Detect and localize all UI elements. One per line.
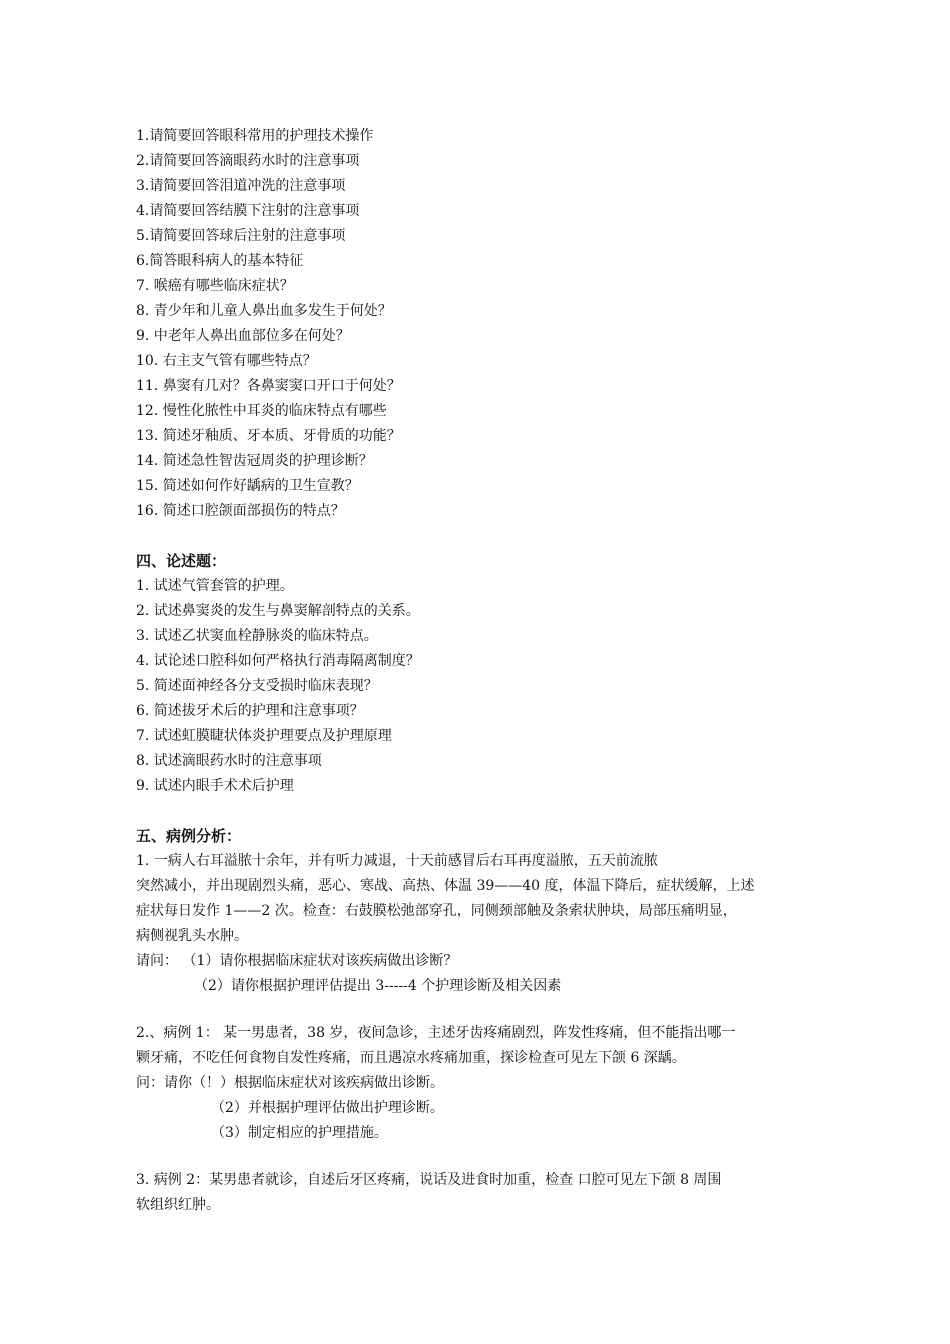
essay-item: 4. 试论述口腔科如何严格执行消毒隔离制度？ xyxy=(136,653,420,669)
case-heading: 五、病例分析： xyxy=(136,827,242,845)
short-answer-item: 15. 简述如何作好龋病的卫生宣教？ xyxy=(136,478,359,494)
essay-item: 2. 试述鼻窦炎的发生与鼻窦解剖特点的关系。 xyxy=(136,603,420,619)
case-1 xyxy=(136,849,826,999)
essay-item: 3. 试述乙状窦血栓静脉炎的临床特点。 xyxy=(136,628,378,644)
case-spacer xyxy=(136,1146,826,1168)
essay-heading: 四、论述题： xyxy=(136,552,227,570)
case-question: （2）并根据护理评估做出护理诊断。 xyxy=(211,1100,444,1116)
case-text-line: 软组织红肿。 xyxy=(136,1197,220,1213)
short-answer-item: 13. 简述牙釉质、牙本质、牙骨质的功能？ xyxy=(136,428,401,444)
case-text-line: 症状每日发作 1——2 次。检查：右鼓膜松弛部穿孔，同侧颈部触及条索状肿块，局部压痛明显， xyxy=(136,903,737,919)
short-answer-item: 11. 鼻窦有几对？各鼻窦窦口开口于何处？ xyxy=(136,378,401,394)
case-spacer xyxy=(136,999,826,1021)
essay-section xyxy=(136,548,826,799)
case-text-line: 颗牙痛，不吃任何食物自发性疼痛，而且遇凉水疼痛加重，探诊检查可见左下颌 6 深龋。 xyxy=(136,1050,686,1066)
case-3 xyxy=(136,1168,826,1218)
case-text-line: 2.、病例 1： 某一男患者，38 岁，夜间急诊，主述牙齿疼痛剧烈，阵发性疼痛，但不能指出哪一 xyxy=(136,1025,736,1041)
short-answer-item: 12. 慢性化脓性中耳炎的临床特点有哪些 xyxy=(136,403,387,419)
short-answer-item: 10. 右主支气管有哪些特点？ xyxy=(136,353,317,369)
case-section xyxy=(136,823,826,1218)
short-answer-item: 4.请简要回答结膜下注射的注意事项 xyxy=(136,203,360,219)
section-spacer xyxy=(136,799,826,823)
short-answer-item: 6.简答眼科病人的基本特征 xyxy=(136,253,304,269)
short-answer-item: 14. 简述急性智齿冠周炎的护理诊断？ xyxy=(136,453,373,469)
case-question: 请问： （1）请你根据临床症状对该疾病做出诊断？ xyxy=(136,953,458,969)
case-question: （2）请你根据护理评估提出 3-----4 个护理诊断及相关因素 xyxy=(194,978,562,994)
essay-item: 5. 简述面神经各分支受损时临床表现？ xyxy=(136,678,378,694)
short-answer-item: 9. 中老年人鼻出血部位多在何处？ xyxy=(136,328,350,344)
essay-item: 9. 试述内眼手术术后护理 xyxy=(136,778,294,794)
case-text-line: 3. 病例 2：某男患者就诊，自述后牙区疼痛，说话及进食时加重，检查 口腔可见左下颌 8 周围 xyxy=(136,1172,722,1188)
document-page xyxy=(136,124,826,1218)
short-answer-item: 8. 青少年和儿童人鼻出血多发生于何处？ xyxy=(136,303,392,319)
short-answer-item: 3.请简要回答泪道冲洗的注意事项 xyxy=(136,178,346,194)
section-spacer xyxy=(136,524,826,548)
essay-item: 6. 简述拔牙术后的护理和注意事项？ xyxy=(136,703,364,719)
short-answer-item: 16. 简述口腔颌面部损伤的特点？ xyxy=(136,503,345,519)
short-answer-item: 5.请简要回答球后注射的注意事项 xyxy=(136,228,346,244)
essay-item: 8. 试述滴眼药水时的注意事项 xyxy=(136,753,322,769)
short-answer-item: 2.请简要回答滴眼药水时的注意事项 xyxy=(136,153,360,169)
case-question: （3）制定相应的护理措施。 xyxy=(211,1125,388,1141)
short-answer-item: 1.请简要回答眼科常用的护理技术操作 xyxy=(136,128,374,144)
short-answer-list xyxy=(136,124,826,524)
case-question: 问：请你（！）根据临床症状对该疾病做出诊断。 xyxy=(136,1075,444,1091)
short-answer-item: 7. 喉癌有哪些临床症状？ xyxy=(136,278,294,294)
case-text-line: 病侧视乳头水肿。 xyxy=(136,928,248,944)
case-2 xyxy=(136,1021,826,1146)
case-text-line: 1. 一病人右耳溢脓十余年，并有听力减退，十天前感冒后右耳再度溢脓，五天前流脓 xyxy=(136,853,658,869)
essay-item: 7. 试述虹膜睫状体炎护理要点及护理原理 xyxy=(136,728,392,744)
essay-item: 1. 试述气管套管的护理。 xyxy=(136,578,294,594)
case-text-line: 突然减小，并出现剧烈头痛，恶心、寒战、高热、体温 39——40 度，体温下降后，症状缓解，上述 xyxy=(136,878,755,894)
